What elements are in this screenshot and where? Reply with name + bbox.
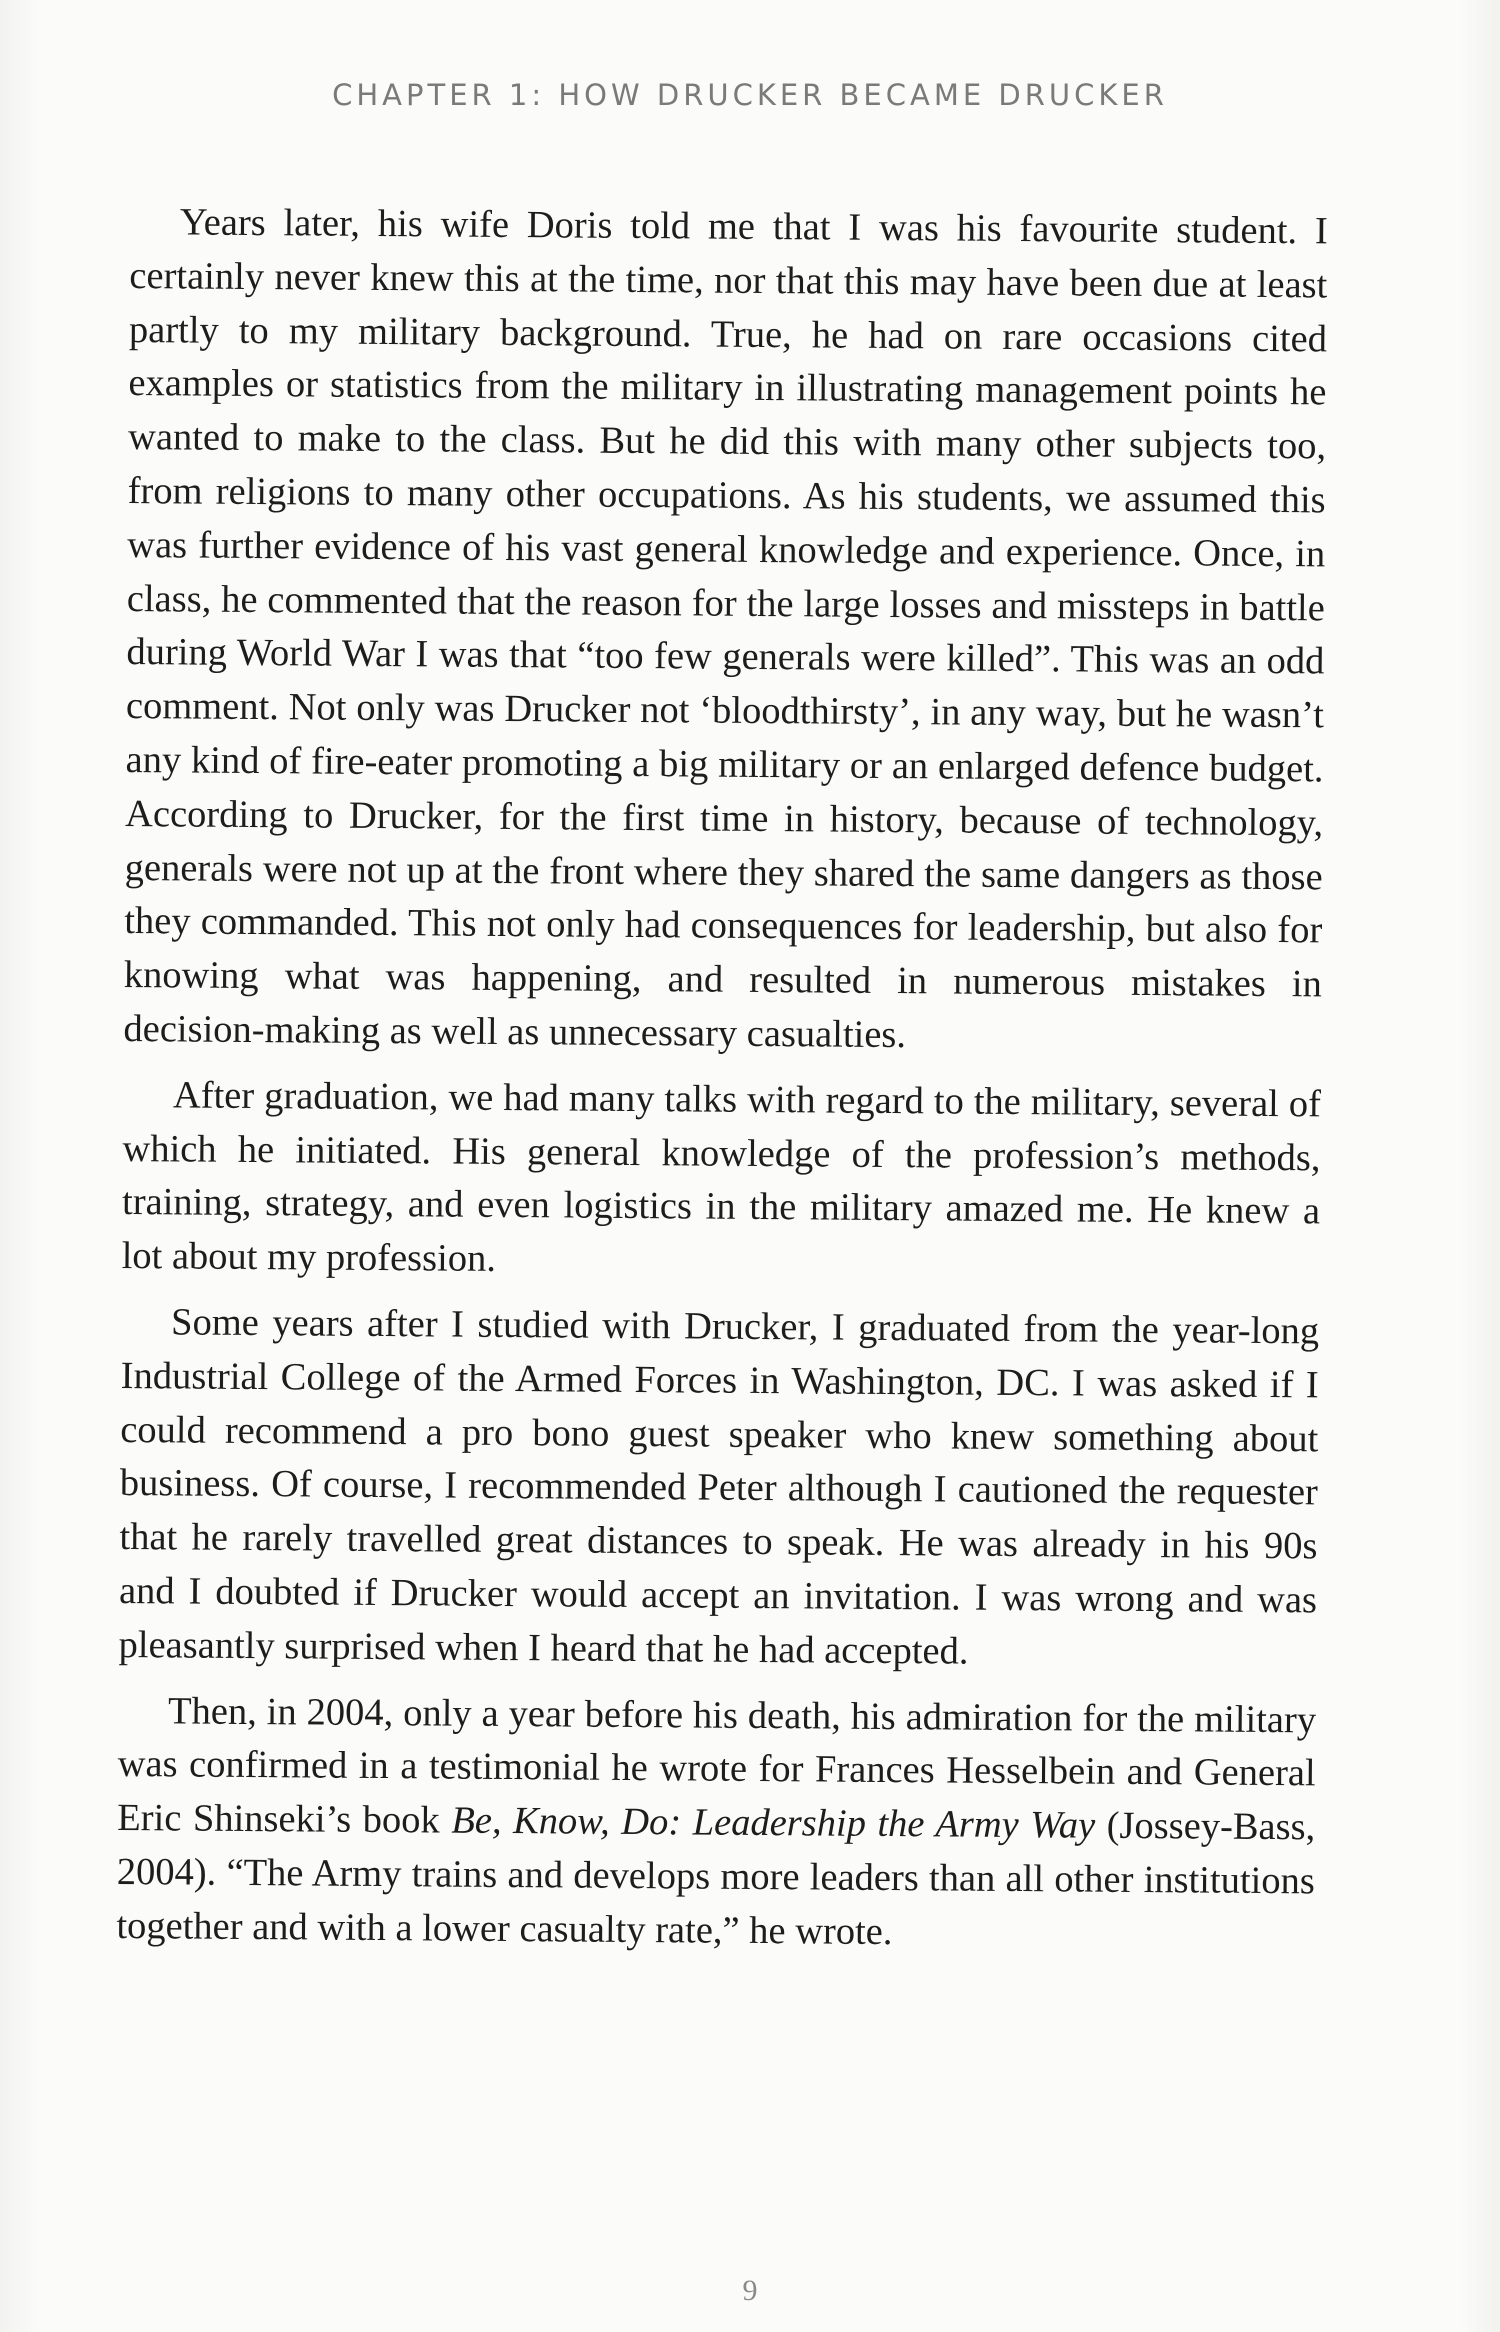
running-head: CHAPTER 1: HOW DRUCKER BECAME DRUCKER	[332, 78, 1168, 112]
page-number: 9	[742, 2274, 758, 2307]
paragraph-2: After graduation, we had many talks with regard to the military, several of which he initiated. His general knowledge of the profession’s methods, training, strategy, and even logistics in the military amazed me. He knew a lot about my profession.	[121, 1074, 1322, 1281]
paragraph-4-tail: (Jossey-Bass, 2004). “The Army trains and develops more leaders than all other institutions together and with a lower casualty rate,” he wrote.	[116, 1804, 1316, 1953]
paragraph-3: Some years after I studied with Drucker, I graduated from the year-long Industrial College of the Armed Forces in Washington, DC. I was asked if I could recommend a pro bono guest speaker who knew something about business. Of course, I recommended Peter although I cautioned the requester that he rarely travelled great distances to speak. He was already in his 90s and I doubted if Drucker would accept an invitation. I was wrong and was pleasantly surprised when I heard that he had accepted.	[118, 1301, 1320, 1673]
book-title: Be, Know, Do: Leadership the Army Way	[451, 1799, 1096, 1847]
paragraph-4	[116, 1684, 1316, 1962]
body-text	[116, 196, 1328, 1963]
paragraph-4-lead: Then, in 2004, only a year before his death, his admiration for the military was confirmed in a testimonial he wrote for Frances Hesselbein and General Eric Shinseki’s book	[117, 1689, 1317, 1842]
paragraph-1: Years later, his wife Doris told me that I was his favourite student. I certainly never knew this at the time, nor that this may have been due at least partly to my military background. True, he had on rare occasions cited examples or statistics from the military in illustrating management points he wanted to make to the class. But he did this with many other subjects too, from religions to many other occupations. As his students, we assumed this was further evidence of his vast general knowledge and experience. Once, in class, he commented that the reason for the large losses and missteps in battle during World War I was that “too few generals were killed”. This was an odd comment. Not only was Drucker not ‘bloodthirsty’, in any way, but he wasn’t any kind of fire-eater promoting a big military or an enlarged defence budget. According to Drucker, for the first time in history, because of technology, generals were not up at the front where they shared the same dangers as those they commanded. This not only had consequences for leadership, but also for knowing what was happening, and resulted in numerous mistakes in decision-making as well as unnecessary casualties.	[123, 201, 1328, 1057]
